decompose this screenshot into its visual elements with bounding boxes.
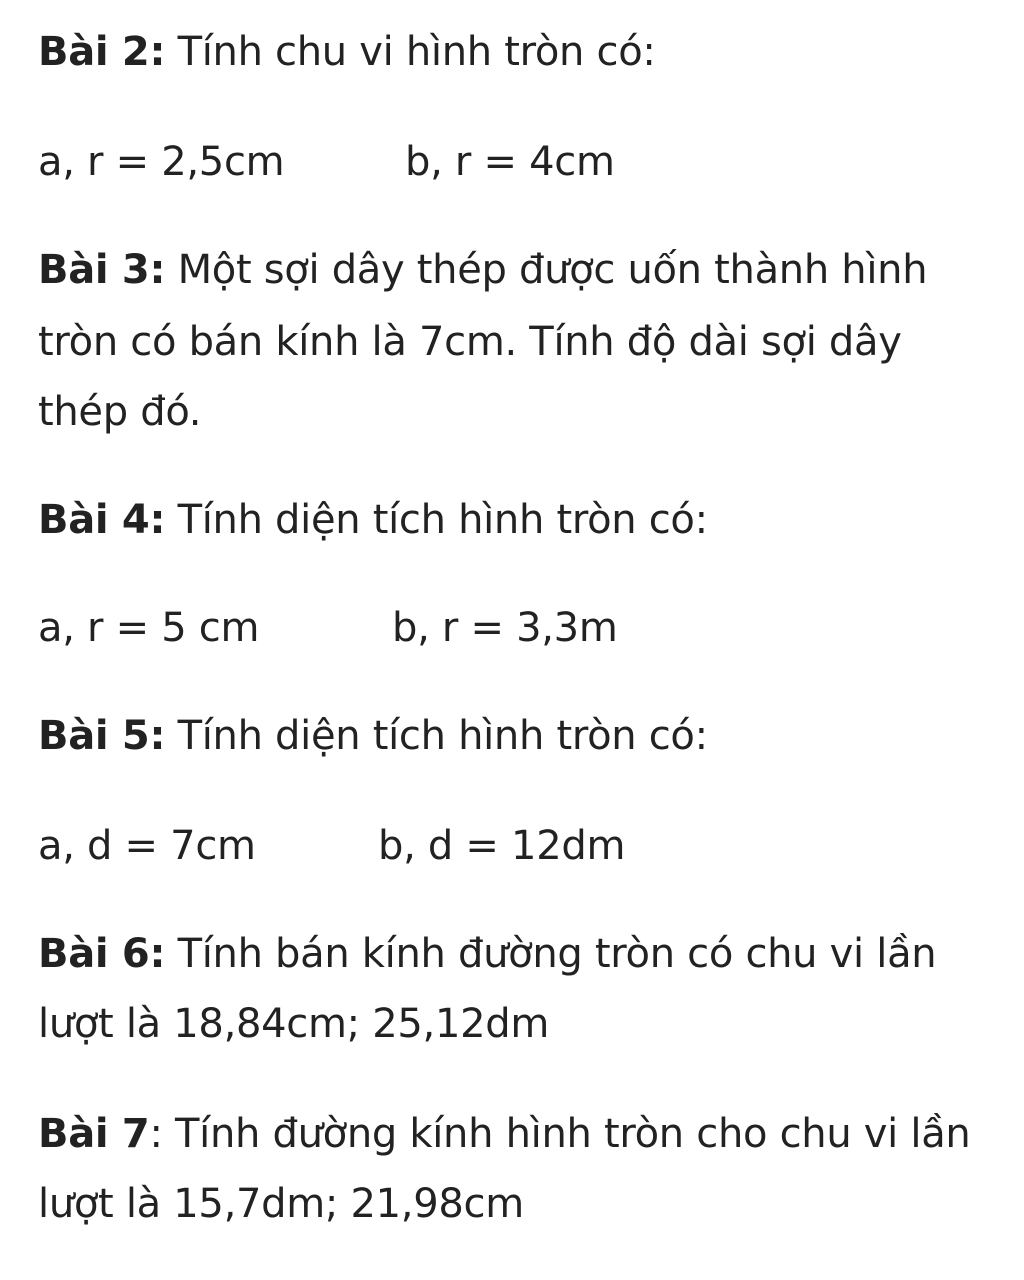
bai7-label: Bài 7 bbox=[38, 1111, 150, 1157]
bai5-option-a: a, d = 7cm bbox=[38, 823, 256, 869]
bai3-label: Bài 3: bbox=[38, 247, 166, 293]
bai4-heading bbox=[38, 496, 708, 544]
bai2-option-a: a, r = 2,5cm bbox=[38, 139, 285, 185]
bai4-text: Tính diện tích hình tròn có: bbox=[165, 497, 708, 543]
bai2-option-b: b, r = 4cm bbox=[405, 139, 615, 185]
bai4-option-b: b, r = 3,3m bbox=[392, 605, 618, 651]
bai5-label: Bài 5: bbox=[38, 713, 166, 759]
bai2-text: Tính chu vi hình tròn có: bbox=[165, 29, 656, 75]
bai4-label: Bài 4: bbox=[38, 497, 166, 543]
bai6-line1 bbox=[38, 930, 936, 978]
bai6-line2: lượt là 18,84cm; 25,12dm bbox=[38, 1001, 550, 1047]
bai6-label: Bài 6: bbox=[38, 931, 166, 977]
bai2-label: Bài 2: bbox=[38, 29, 166, 75]
bai3-line1 bbox=[38, 246, 927, 294]
bai5-option-b: b, d = 12dm bbox=[378, 823, 626, 869]
bai6-text-line1: Tính bán kính đường tròn có chu vi lần bbox=[165, 931, 937, 977]
bai2-heading bbox=[38, 28, 656, 76]
bai4-option-a: a, r = 5 cm bbox=[38, 605, 260, 651]
bai3-text-line1: Một sợi dây thép được uốn thành hình bbox=[165, 247, 928, 293]
bai7-line2: lượt là 15,7dm; 21,98cm bbox=[38, 1181, 524, 1227]
bai7-line1 bbox=[38, 1110, 970, 1158]
bai3-line2: tròn có bán kính là 7cm. Tính độ dài sợi dây bbox=[38, 319, 902, 365]
bai3-line3: thép đó. bbox=[38, 389, 202, 435]
bai7-text-line1: : Tính đường kính hình tròn cho chu vi lần bbox=[149, 1111, 971, 1157]
bai5-text: Tính diện tích hình tròn có: bbox=[165, 713, 708, 759]
bai5-heading bbox=[38, 712, 708, 760]
